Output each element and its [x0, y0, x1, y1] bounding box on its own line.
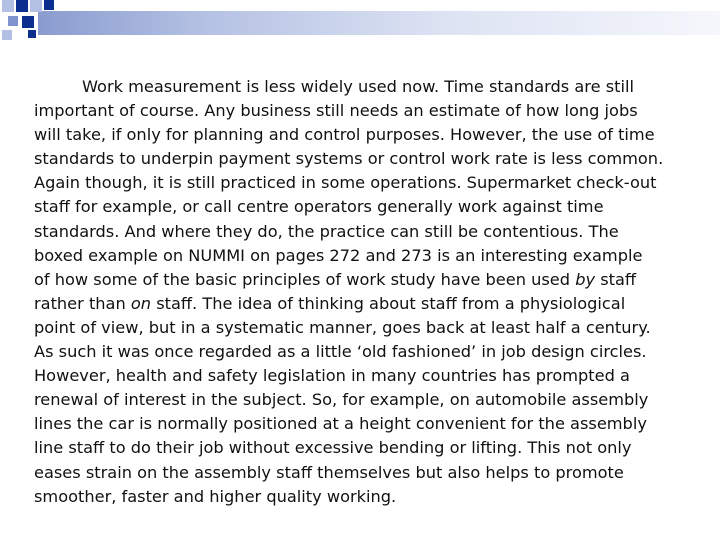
text-line: of how some of the basic principles of work study have been used by staff: [34, 269, 637, 289]
text-line: important of course. Any business still needs an estimate of how long jobs: [34, 101, 638, 121]
text-line: lines the car is normally positioned at a height convenient for the assembly: [34, 414, 647, 434]
text-line: rather than on staff. The idea of thinking about staff from a physiological: [34, 293, 626, 313]
text-line: smoother, faster and higher quality working.: [34, 486, 397, 506]
text-line: will take, if only for planning and control purposes. However, the use of time: [34, 125, 655, 145]
decor-square: [16, 0, 28, 12]
text-line: eases strain on the assembly staff themselves but also helps to promote: [34, 462, 624, 482]
text-line: standards. And where they do, the practice can still be contentious. The: [34, 221, 619, 241]
text-line: renewal of interest in the subject. So, for example, on automobile assembly: [34, 390, 649, 410]
decor-square: [28, 30, 36, 38]
decor-square: [2, 0, 14, 12]
header-decoration: [0, 0, 720, 48]
text-line: staff for example, or call centre operators generally work against time: [34, 197, 604, 217]
text-line: As such it was once regarded as a little ‘old fashioned’ in job design circles.: [34, 342, 647, 362]
decor-square: [8, 16, 18, 26]
decor-square: [44, 0, 54, 10]
emphasis-by: by: [575, 269, 596, 289]
text-line: Again though, it is still practiced in some operations. Supermarket check-out: [34, 173, 657, 193]
decor-square: [22, 16, 34, 28]
text-line: Work measurement is less widely used now. Time standards are still: [82, 77, 634, 96]
text-line: standards to underpin payment systems or control work rate is less common.: [34, 149, 664, 169]
emphasis-on: on: [130, 293, 152, 313]
body-paragraph: [34, 75, 686, 509]
header-gradient-bar: [38, 11, 720, 35]
decor-square: [30, 0, 42, 12]
text-line: boxed example on NUMMI on pages 272 and 273 is an interesting example: [34, 245, 643, 265]
text-line: line staff to do their job without excessive bending or lifting. This not only: [34, 438, 632, 458]
text-line: However, health and safety legislation in many countries has prompted a: [34, 366, 630, 386]
decor-square: [2, 30, 12, 40]
text-line: point of view, but in a systematic manner, goes back at least half a century.: [34, 317, 651, 337]
